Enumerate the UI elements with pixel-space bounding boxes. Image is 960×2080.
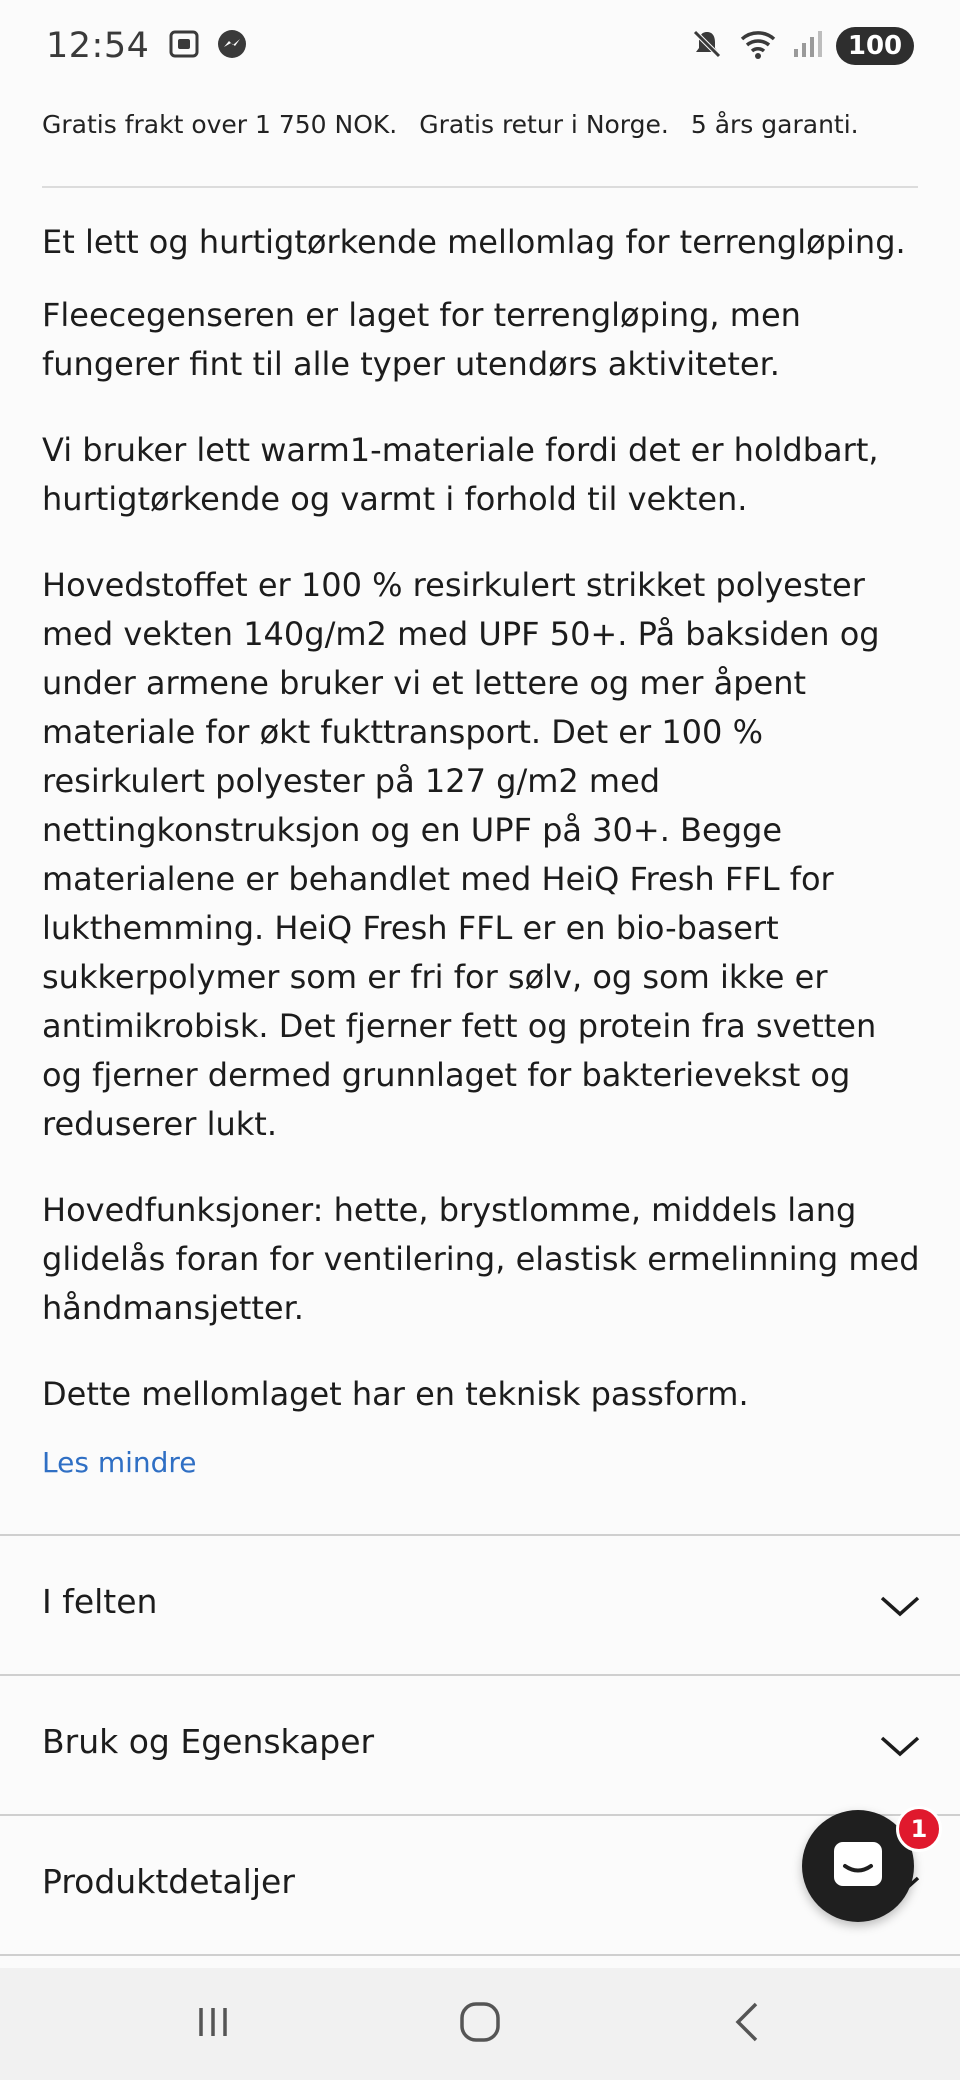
accordion-item-i-felten[interactable] [0, 1536, 960, 1674]
chevron-down-icon [878, 1732, 922, 1760]
chevron-down-icon [878, 1592, 922, 1620]
status-bar [0, 0, 960, 92]
home-icon [458, 2000, 502, 2048]
promo-free-shipping: Gratis frakt over 1 750 NOK. [42, 110, 398, 139]
battery-indicator: 100 [836, 27, 914, 65]
system-navigation-bar [0, 1968, 960, 2080]
recent-apps-icon [193, 2002, 233, 2046]
read-less-link[interactable]: Les mindre [42, 1446, 197, 1479]
chat-icon [831, 1839, 885, 1893]
description-paragraph: Hovedstoffet er 100 % resirkulert strikket polyester med vekten 140g/m2 med UPF 50+. På baksiden og under armene bruker vi et lettere og mer åpent materiale for økt fukttransport. Det er 100 % resirkulert polyester på 127 g/m2 med nettingkonstruksjon og en UPF på 30+. Begge materialene er behandlet med HeiQ Fresh FFL for lukthemming. HeiQ Fresh FFL er en bio-basert sukkerpolymer som er fri for sølv, og som ikke er antimikrobisk. Det fjerner fett og protein fra svetten og fjerner dermed grunnlaget for bakterievekst og reduserer lukt. [42, 566, 880, 1143]
recent-apps-button[interactable] [173, 1994, 253, 2054]
accordion-label: I felten [42, 1582, 158, 1621]
divider [0, 1954, 960, 1956]
accordion-label: Bruk og Egenskaper [42, 1722, 375, 1761]
back-icon [730, 2000, 764, 2048]
divider [42, 186, 918, 188]
description-paragraph: Et lett og hurtigtørkende mellomlag for terrengløping. [42, 223, 906, 261]
description-paragraph: Fleecegenseren er laget for terrengløping, men fungerer fint til alle typer utendørs aktiviteter. [42, 296, 801, 383]
promo-warranty: 5 års garanti. [690, 110, 859, 139]
promo-bar [42, 110, 922, 150]
signal-icon [792, 27, 822, 65]
mute-icon [690, 27, 724, 65]
promo-free-returns: Gratis retur i Norge. [419, 110, 669, 139]
messenger-icon [215, 27, 249, 65]
description-paragraph: Hovedfunksjoner: hette, brystlomme, middels lang glidelås foran for ventilering, elastisk ermelinning med håndmansjetter. [42, 1191, 920, 1327]
product-description [42, 218, 922, 1456]
status-time: 12:54 [46, 26, 150, 66]
chat-notification-badge: 1 [896, 1806, 942, 1852]
wifi-icon [738, 27, 778, 65]
accordion-label: Produktdetaljer [42, 1862, 295, 1901]
accordion-item-bruk-og-egenskaper[interactable] [0, 1676, 960, 1814]
description-paragraph: Vi bruker lett warm1-materiale fordi det er holdbart, hurtigtørkende og varmt i forhold til vekten. [42, 431, 879, 518]
screenshot-icon [167, 27, 201, 65]
description-paragraph: Dette mellomlaget har en teknisk passform. [42, 1375, 749, 1413]
back-button[interactable] [707, 1994, 787, 2054]
home-button[interactable] [440, 1994, 520, 2054]
